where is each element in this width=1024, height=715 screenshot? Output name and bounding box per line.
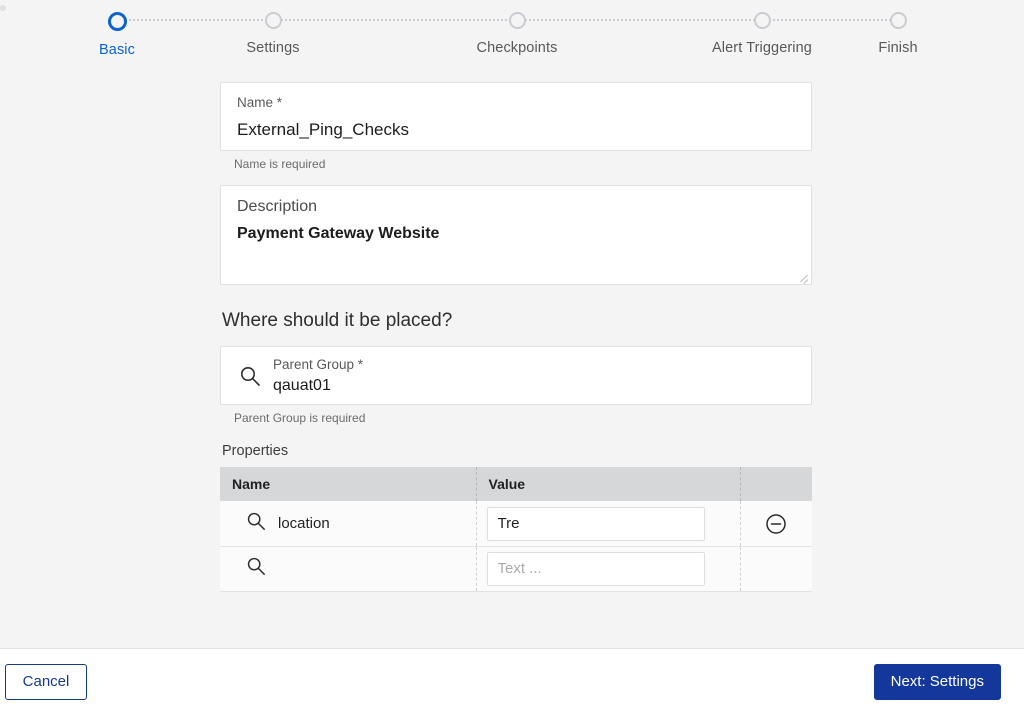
step-finish-dot bbox=[890, 12, 907, 29]
step-basic-dot bbox=[108, 12, 127, 31]
properties-header-value: Value bbox=[476, 467, 740, 501]
properties-table-body bbox=[220, 501, 812, 591]
property-name-cell[interactable] bbox=[220, 546, 476, 591]
description-field[interactable] bbox=[220, 185, 812, 285]
description-resize-handle[interactable] bbox=[797, 270, 809, 282]
description-field-value[interactable]: Payment Gateway Website bbox=[237, 225, 440, 243]
parent-group-field[interactable] bbox=[220, 346, 812, 405]
properties-header-actions bbox=[740, 467, 812, 501]
step-settings[interactable] bbox=[193, 10, 353, 56]
step-basic-label: Basic bbox=[99, 42, 135, 58]
next-settings-button[interactable]: Next: Settings bbox=[874, 664, 1001, 700]
name-field-value[interactable]: External_Ping_Checks bbox=[237, 120, 409, 140]
wizard-footer bbox=[0, 648, 1024, 715]
property-value-cell[interactable] bbox=[476, 501, 740, 546]
step-finish-label: Finish bbox=[878, 40, 918, 56]
properties-table bbox=[220, 467, 812, 592]
step-checkpoints-label: Checkpoints bbox=[476, 40, 558, 56]
step-settings-dot bbox=[265, 12, 282, 29]
search-icon bbox=[239, 365, 261, 387]
search-icon[interactable] bbox=[246, 511, 266, 536]
parent-group-helper: Parent Group is required bbox=[234, 411, 366, 426]
property-value-cell[interactable] bbox=[476, 546, 740, 591]
wizard-content bbox=[0, 72, 1024, 648]
properties-header-name: Name bbox=[220, 467, 476, 501]
property-value-input[interactable] bbox=[487, 507, 705, 541]
property-name-cell[interactable] bbox=[220, 501, 476, 546]
step-basic[interactable] bbox=[37, 10, 197, 58]
properties-title: Properties bbox=[222, 443, 289, 460]
placement-section-title: Where should it be placed? bbox=[222, 310, 453, 332]
table-row bbox=[220, 546, 812, 591]
minus-circle-icon[interactable] bbox=[765, 513, 787, 535]
wizard-stepper bbox=[0, 0, 1024, 72]
step-settings-label: Settings bbox=[246, 40, 300, 56]
property-remove-cell bbox=[740, 546, 812, 591]
step-finish[interactable] bbox=[818, 10, 978, 56]
property-value-input[interactable] bbox=[487, 552, 705, 586]
table-row bbox=[220, 501, 812, 546]
parent-group-value[interactable]: qauat01 bbox=[273, 377, 331, 395]
property-name-text: location bbox=[278, 515, 330, 533]
property-remove-cell[interactable] bbox=[740, 501, 812, 546]
cancel-button[interactable]: Cancel bbox=[5, 664, 87, 700]
properties-table-head bbox=[220, 467, 812, 501]
basic-form bbox=[220, 82, 812, 592]
step-alert-triggering-label: Alert Triggering bbox=[712, 40, 812, 56]
parent-group-label: Parent Group * bbox=[273, 357, 364, 373]
name-field-label: Name * bbox=[237, 95, 283, 110]
description-field-label: Description bbox=[237, 198, 318, 216]
properties-header-row bbox=[220, 467, 812, 501]
step-alert-triggering-dot bbox=[754, 12, 771, 29]
name-field-helper: Name is required bbox=[234, 157, 326, 172]
search-icon[interactable] bbox=[246, 556, 266, 581]
step-checkpoints[interactable] bbox=[437, 10, 597, 56]
name-field[interactable] bbox=[220, 82, 812, 151]
step-checkpoints-dot bbox=[509, 12, 526, 29]
